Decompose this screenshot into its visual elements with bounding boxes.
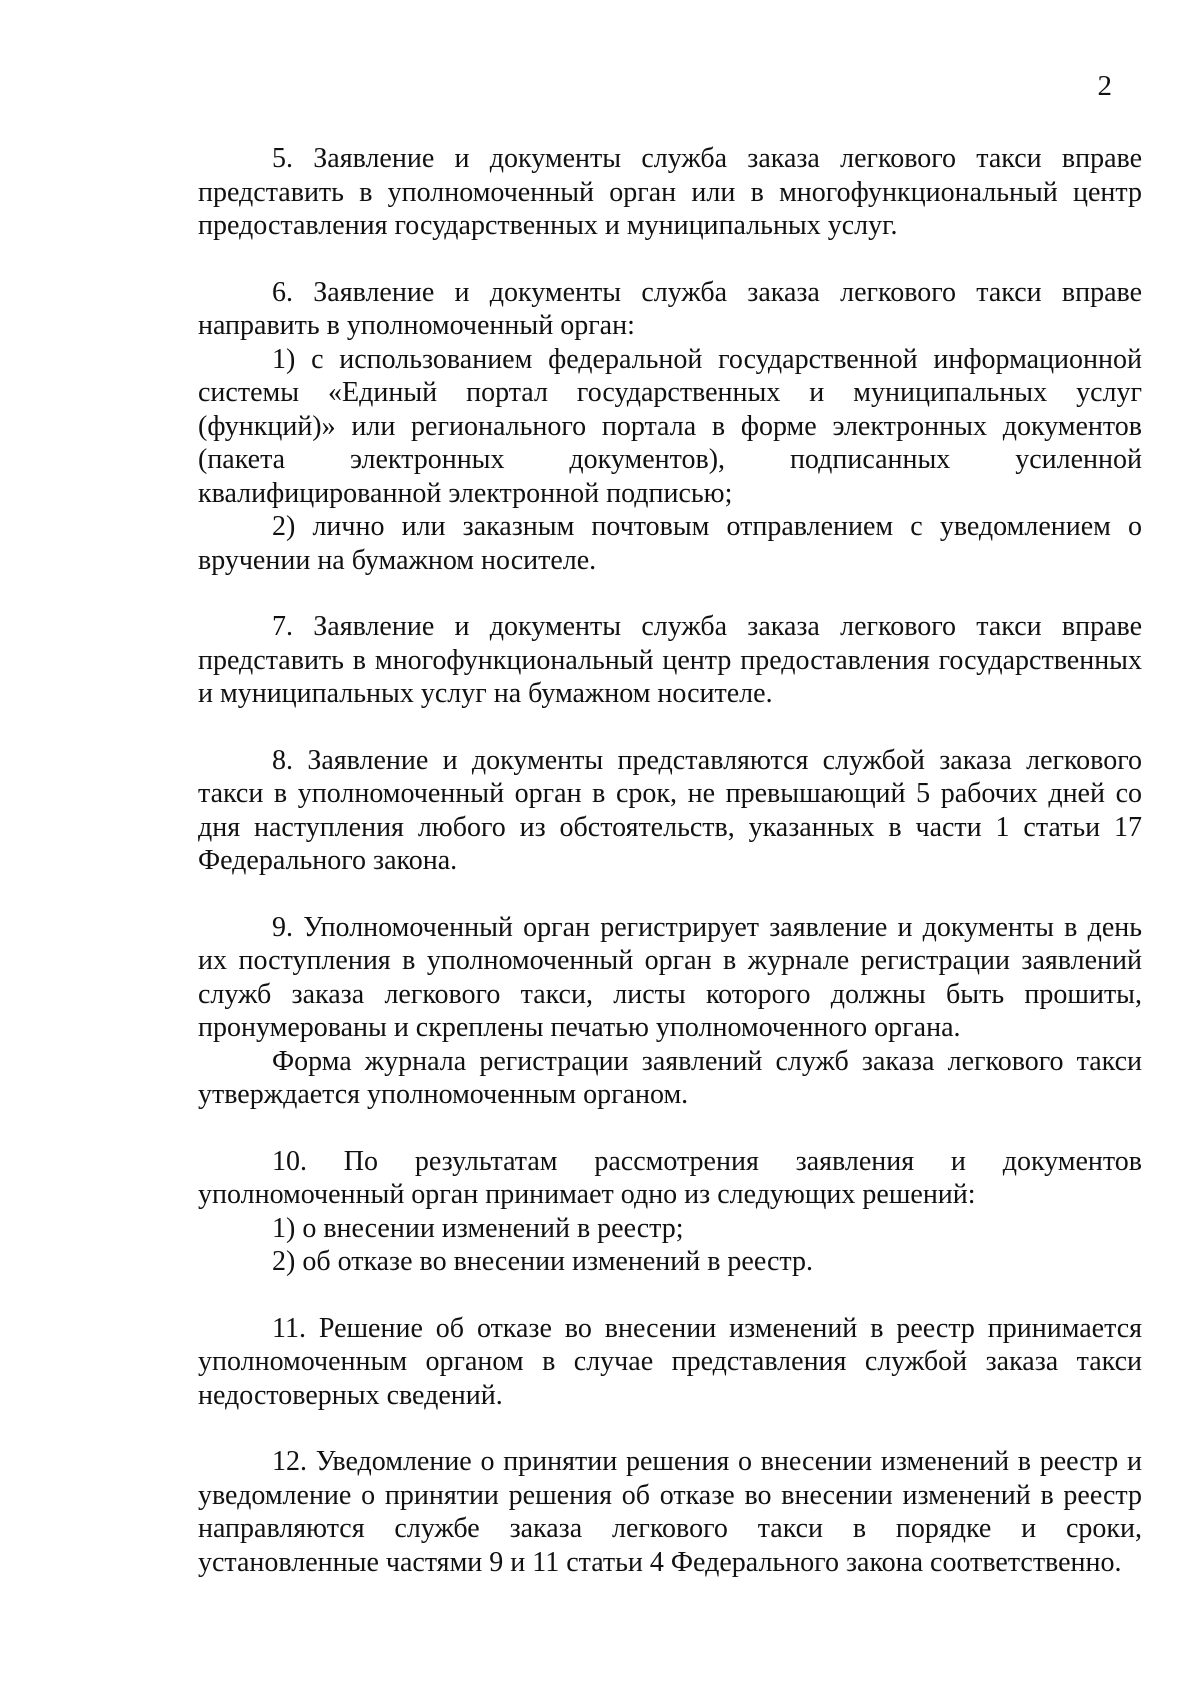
section-8-paragraph: 8. Заявление и документы представляются службой заказа легкового такси в уполномоченный орган в срок, не превышающий 5 рабочих дней со дня наступления любого из обстоятельств, указанных в части 1 статьи 17 Федерального закона. <box>198 744 1142 876</box>
section-6-paragraph: 6. Заявление и документы служба заказа легкового такси вправе направить в уполномоченный орган: <box>198 276 1142 341</box>
section-11-paragraph: 11. Решение об отказе во внесении изменений в реестр принимается уполномоченным органом в случае представления службой заказа такси недостоверных сведений. <box>198 1312 1142 1411</box>
section-9-paragraph: 9. Уполномоченный орган регистрирует заявление и документы в день их поступления в уполномоченный орган в журнале регистрации заявлений служб заказа легкового такси, листы которого должны быть прошиты, пронумерованы и скреплены печатью уполномоченного органа. <box>198 911 1142 1043</box>
section-10-paragraph: 10. По результатам рассмотрения заявления и документов уполномоченный орган принимает одно из следующих решений: <box>198 1145 1142 1210</box>
page-number: 2 <box>1097 70 1112 102</box>
section-6-item-1: 1) с использованием федеральной государственной информационной системы «Единый портал государственных и муниципальных услуг (функций)» или регионального портала в форме электронных документов (пакета электронных документов), подписанных усиленной квалифицированной электронной подписью; <box>198 343 1142 509</box>
section-5-paragraph: 5. Заявление и документы служба заказа легкового такси вправе представить в уполномоченный орган или в многофункциональный центр предоставления государственных и муниципальных услуг. <box>198 143 1142 241</box>
section-10-item-2: 2) об отказе во внесении изменений в реестр. <box>272 1246 813 1277</box>
document-body <box>198 142 1142 1579</box>
section-12-paragraph: 12. Уведомление о принятии решения о внесении изменений в реестр и уведомление о принятии решения об отказе во внесении изменений в реестр направляются службе заказа легкового такси в порядке и сроки, установленные частями 9 и 11 статьи 4 Федерального закона соответственно. <box>198 1446 1142 1578</box>
section-9-form-paragraph: Форма журнала регистрации заявлений служб заказа легкового такси утверждается уполномоченным органом. <box>198 1045 1142 1110</box>
section-7-paragraph: 7. Заявление и документы служба заказа легкового такси вправе представить в многофункциональный центр предоставления государственных и муниципальных услуг на бумажном носителе. <box>198 611 1142 709</box>
section-10-item-1: 1) о внесении изменений в реестр; <box>272 1212 684 1244</box>
section-6-item-2: 2) лично или заказным почтовым отправлением с уведомлением о вручении на бумажном носителе. <box>198 511 1142 576</box>
